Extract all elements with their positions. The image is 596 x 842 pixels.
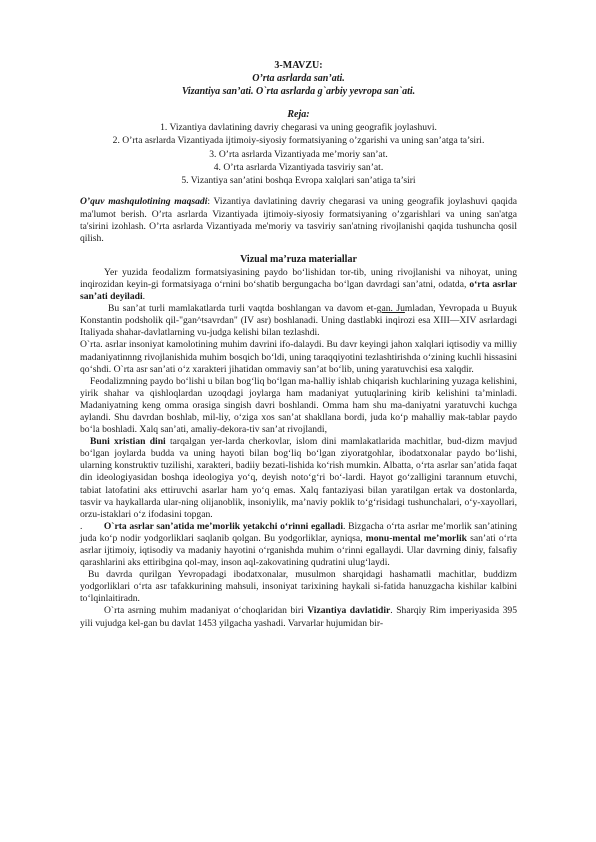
paragraph-7: Bu davrda qurilgan Yevropadagi ibodatxonalar, musulmon sharqidagi hashamatli machitlar, buddizm yodgorliklari o‘rta asr tafakkurining mahsuli, insoniyat tarixining haykali si-fatida hanuzgacha kishilar kalbini to‘lqinlaitiradn. <box>80 569 517 605</box>
paragraph-1: Yer yuzida feodalizm formatsiyasining paydo bo‘lishidan tor-tib, uning rivojlanishi va nihoyat, uning inqirozidan keyin-gi formatsiyaga o‘rnini bo‘shatib bergungacha bo‘lgan davrdagi san’atni, odatda, o‘rta asrlar san’ati deyiladi. <box>80 266 517 303</box>
key-term: o‘rta asrlar san’ati deyiladi <box>80 278 517 303</box>
paragraph-3: O`rta. asrlar insoniyat kamolotining muhim davrini ifo-dalaydi. Bu davr keyingi jahon xalqlari iqtisodiy va milliy madaniyatinnng rivojlanishida muhim bosqich bo‘ldi, uning taraqqiyotini tezlashtirishda o‘zining kuchli hissasini qo‘shdi. O`rta asr san’ati o‘z xarakteri jihatidan ommaviy san’at bo‘lib, uning yaratuvchisi esa xalqdir. <box>80 339 517 375</box>
objective-text: : Vizantiya davlatining davriy chegarasi va uning geografik joylashuvi qaqida ma'lumot berish. O’rta asrlarda Vizantiyada ijtimoiy-siyosiy formatsiyaning o’zgarishlari va uning san'atga ta'sirini izohlash. O’rta asrlarda Vizantiyada me'moriy va tasviriy san'atning rivojlanishi qaqida tushuncha qosil qilish. <box>80 196 517 244</box>
plan-item: 5. Vizantiya san’atini boshqa Evropa xalqlari san’atiga ta’siri <box>181 175 416 187</box>
key-term: Vizantiya davlatidir <box>307 605 391 617</box>
plan-item: 1. Vizantiya davlatining davriy chegarasi va uning geografik joylashuvi. <box>160 122 437 133</box>
key-term: Buni xristian dini <box>90 436 166 448</box>
document-page <box>80 60 517 630</box>
topic-subtitle: Vizantiya san’ati. O`rta asrlarda g`arbiy yevropa san`ati. <box>181 86 416 97</box>
key-term: O`rta asrlar san’atida me’morlik yetakchi o‘rinni egalladi <box>103 520 343 532</box>
paragraph-8: O`rta asrning muhim madaniyat o‘choqlaridan biri Vizantiya davlatidir. Sharqiy Rim imperiyasida 395 yili vujudga kel-gan bu davlat 1453 yilgacha yashadi. Varvarlar hujumidan bir- <box>80 605 517 629</box>
plan-item: 4. O’rta asrlarda Vizantiyada tasviriy san’at. <box>213 161 384 173</box>
paragraph-5: Buni xristian dini tarqalgan yer-larda cherkovlar, islom dini mamlakatlarida machitlar, bud-dizm mavjud bo‘lgan joylarda budda va uning hayoti bilan bog‘liq bo‘lgan ziyoratgohlar, ibodatxonalar paydo bo‘lishi, ularning konstruktiv tuzilishi, xarakteri, badiiy bezati-lishida ko‘rish mumkin. Albatta, o‘rta asrlar san’atida faqat din ideologiyasidan boshqa ideologiya yo‘q, deyish noto‘g‘ri bo‘-lardi. Hayot go‘zalligini tarannum etuvchi, tabiat latofatini aks ettiruvchi asarlar ham yo‘q emas. Xalq fantaziyasi bilan yaratilgan ertak va dostonlarda, tasvir va haykallarda ular-ning olijanoblik, insoniylik, ma’naviy poklik to‘g‘risidagi tushunchalari, o‘y-xayollari, orzu-istaklari o‘z ifodasini topgan. <box>80 436 518 520</box>
topic-title: O’rta asrlarda san’ati. <box>252 73 345 84</box>
paragraph-6: . O`rta asrlar san’atida me’morlik yetakchi o‘rinni egalladi. Bizgacha o‘rta asrlar me’morlik san’atining juda ko‘p nodir yodgorliklari saqlanib qolgan. Bu yodgorliklar, ayniqsa, monu-mental me’morlik san’ati o‘rta asrlar ijtimoiy, iqtisodiy va madaniy hayotini o‘rganishda muhim o‘rinni egallaydi. Ular davrning diniy, falsafiy qarashlarini aks ettiribgina qol-may, inson aql-zakovatining qudratini ulug‘laydi. <box>80 520 518 569</box>
section-heading: Vizual ma’ruza materiallar <box>240 253 357 265</box>
paragraph-4: Feodalizmning paydo bo‘lishi u bilan bog‘liq bo‘lgan ma-halliy ishlab chiqarish kuchlarining yuzaga kelishini, yirik shahar va qishloqlardan uzoqdagi joylarga ham madaniyat yutuqlarining kirib kelishini ta’minladi. Madaniyatning keng omma orasiga singish davri boshlandi. Omma ham shu ma-daniyatni yaratuvchi kuchga aylandi. Shu davrdan boshlab, mil-liy, o‘ziga xos san’at shakllana bordi, juda ko‘p mahalliy mak-tablar paydo bo‘la boshladi. Xalq san’ati, amaliy-dekora-tiv san’at rivojlandi, <box>80 375 517 436</box>
lesson-objective <box>80 196 517 244</box>
paragraph-2: Bu san’at turli mamlakatlarda turli vaqtda boshlangan va davom et-gan. Jumladan, Yevropada u Buyuk Konstantin podsholik qil-"gan^tsavrdan" (IV asr) boshlanadi. Uning dastlabki inqirozi esa XIII—XIV asrlardagi Italiyada shahar-davlatlarning vu-judga kelishi bilan tezlashdi. <box>80 303 517 339</box>
objective-label: O’quv mashqulotining maqsadi <box>80 196 208 208</box>
key-term: monu-mental me’morlik <box>365 532 467 544</box>
plan-item: 2. O’rta asrlarda Vizantiyada ijtimoiy-siyosiy formatsiyaning o’zgarishi va uning san’atga ta’siri. <box>112 135 485 147</box>
plan-item: 3. O’rta asrlarda Vizantiyada me’moriy san’at. <box>209 148 388 160</box>
plan-heading: Reja: <box>287 109 310 120</box>
topic-number: 3-MAVZU: <box>274 60 323 71</box>
